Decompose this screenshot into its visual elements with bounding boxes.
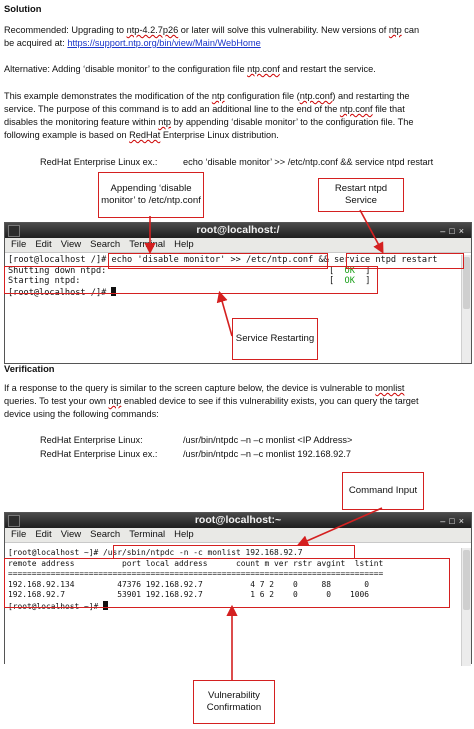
example-cmd-value: echo ‘disable monitor’ >> /etc/ntp.conf && service ntpd restart (183, 157, 434, 167)
menu-help[interactable]: Help (174, 239, 194, 250)
menu-view[interactable]: View (60, 239, 82, 250)
terminal-line: Shutting down ntpd: [ OK ] (8, 265, 371, 276)
cmd2-value: /usr/bin/ntpdc –n –c monlist 192.168.92.7 (183, 449, 352, 459)
menu-search[interactable]: Search (90, 239, 121, 250)
verification-heading: Verification (4, 363, 55, 374)
callout-appending: Appending ‘disable monitor’ to /etc/ntp.conf (98, 172, 204, 218)
menu-file[interactable]: File (11, 239, 27, 250)
menu-help[interactable]: Help (174, 529, 194, 540)
monlist-separator: =============================================================================== (8, 569, 384, 578)
ntp-download-link[interactable]: https://support.ntp.org/bin/view/Main/WebHome (67, 38, 261, 48)
callout-vulnerability-confirmation: Vulnerability Confirmation (193, 680, 275, 724)
verification-line1: If a response to the query is similar to the screen capture below, the device is vulnerable to monlist (4, 383, 405, 393)
alternative-line: Alternative: Adding ‘disable monitor’ to the configuration file ntp.conf and restart the service. (4, 64, 376, 74)
terminal-line: [root@localhost ~]# (8, 601, 471, 612)
terminal-2-title: root@localhost:~ (194, 514, 282, 526)
recommended-line2: be acquired at: https://support.ntp.org/bin/view/Main/WebHome (4, 38, 261, 48)
terminal-1-title: root@localhost:/ (196, 224, 280, 236)
callout-command-input: Command Input (342, 472, 424, 510)
example-line3: disables the monitoring feature within ntp by appending ‘disable monitor’ to the configuration file. The (4, 117, 414, 127)
terminal-line: [root@localhost /]# (8, 287, 471, 298)
example-line1: This example demonstrates the modification of the ntp configuration file (ntp.conf) and restarting the (4, 91, 410, 101)
arrow-command-input (300, 508, 382, 544)
terminal-line: [root@localhost ~]# /usr/sbin/ntpdc -n -c monlist 192.168.92.7 (8, 548, 303, 557)
recommended-line1: Recommended: Upgrading to ntp-4.2.7p26 or later will solve this vulnerability. New versions of ntp can (4, 25, 420, 35)
cmd1-label: RedHat Enterprise Linux: (40, 435, 143, 445)
menu-edit[interactable]: Edit (35, 239, 52, 250)
verification-line2: queries. To test your own ntp enabled device to see if this vulnerability exists, you can query the target (4, 396, 419, 406)
callout-service-restarting: Service Restarting (232, 318, 318, 360)
example-line2: service. The purpose of this command is to add an additional line to the end of the ntp.conf file that (4, 104, 405, 114)
menu-file[interactable]: File (11, 529, 27, 540)
menu-search[interactable]: Search (90, 529, 121, 540)
monlist-header: remote address port local address count m ver rstr avgint lstint (8, 558, 384, 568)
cmd1-value: /usr/bin/ntpdc –n –c monlist <IP Address> (183, 435, 353, 445)
menu-view[interactable]: View (60, 529, 82, 540)
menu-edit[interactable]: Edit (35, 529, 52, 540)
terminal-line: Starting ntpd: [ OK ] (8, 276, 371, 286)
monlist-row: 192.168.92.134 47376 192.168.92.7 4 7 2 0 88 0 (8, 579, 370, 589)
menu-terminal[interactable]: Terminal (129, 529, 166, 540)
arrow-restart (360, 210, 382, 251)
menu-terminal[interactable]: Terminal (129, 239, 166, 250)
callout-restart-ntpd: Restart ntpd Service (318, 178, 404, 212)
terminal-line: [root@localhost /]# echo 'disable monitor' >> /etc/ntp.conf && service ntpd restart (8, 255, 438, 265)
monlist-row: 192.168.92.7 53901 192.168.92.7 1 6 2 0 0 1006 (8, 590, 370, 599)
example-cmd-label: RedHat Enterprise Linux ex.: (40, 157, 158, 167)
example-line4: following example is based on RedHat Enterprise Linux distribution. (4, 130, 279, 140)
arrow-service-restarting (220, 294, 232, 336)
verification-line3: device using the following commands: (4, 409, 159, 419)
window-controls-icon[interactable]: –□× (440, 516, 468, 526)
solution-heading: Solution (4, 3, 42, 14)
cmd2-label: RedHat Enterprise Linux ex.: (40, 449, 158, 459)
window-controls-icon[interactable]: –□× (440, 226, 468, 236)
